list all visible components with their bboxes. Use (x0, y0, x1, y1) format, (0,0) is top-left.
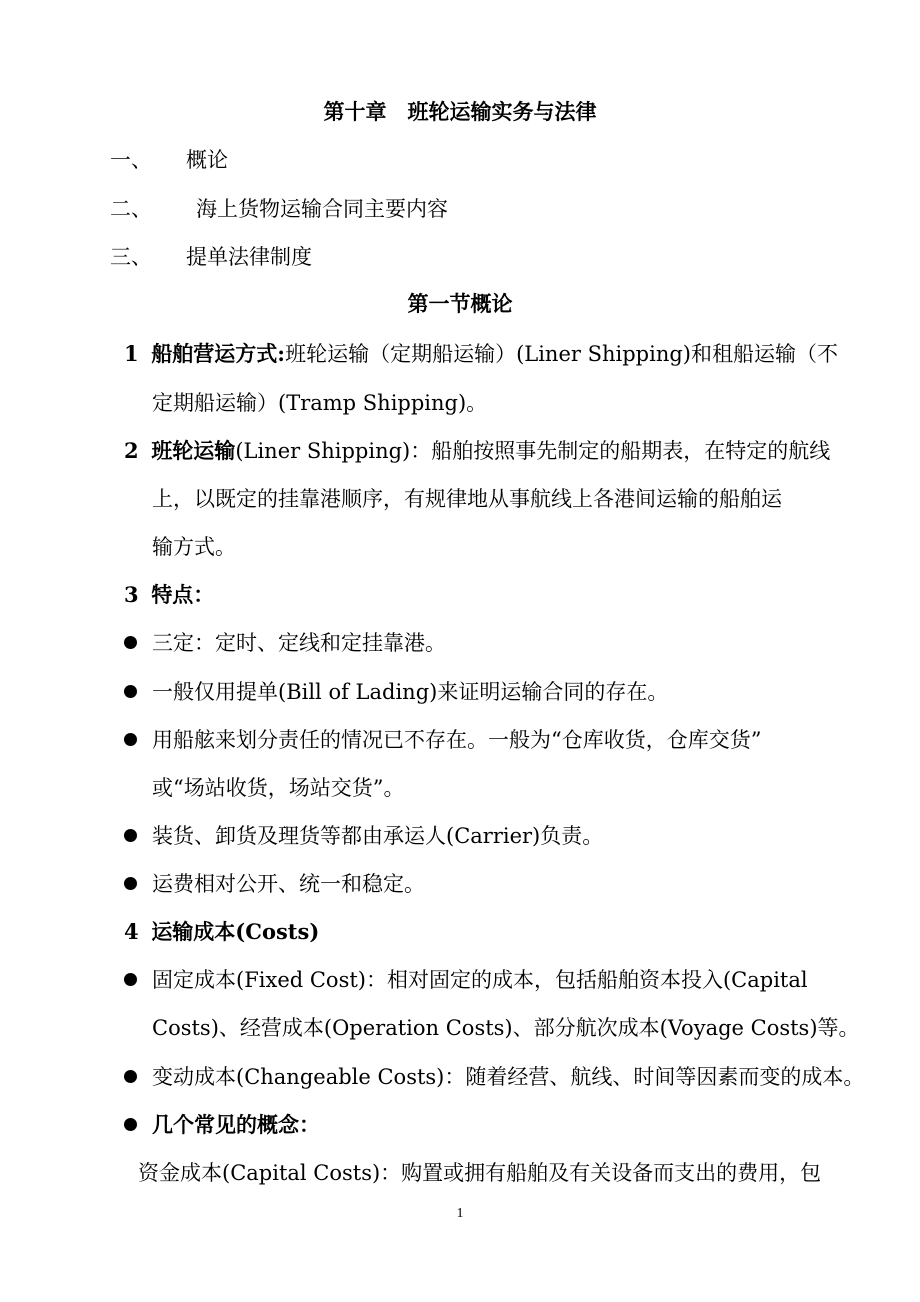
bullet-icon (124, 733, 137, 746)
feature-bullet: 一般仅用提单(Bill of Lading)来证明运输合同的存在。 (152, 680, 669, 704)
feature-bullet: 用船舷来划分责任的情况已不存在。一般为“仓库收货，仓库交货” (152, 728, 762, 752)
item-number: 1 (124, 341, 139, 366)
item-2-continuation: 输方式。 (152, 535, 236, 559)
bullet-icon (124, 1070, 137, 1083)
outline-number: 三、 (110, 245, 152, 269)
item-4 (124, 918, 319, 946)
bullet-icon (124, 973, 137, 986)
page-number: 1 (456, 1206, 464, 1221)
item-label: 班轮运输 (151, 438, 236, 463)
bullet-icon (124, 877, 137, 890)
cost-bullet: 变动成本(Changeable Costs)：随着经营、航线、时间等因素而变的成本。 (152, 1065, 865, 1089)
item-2 (124, 437, 830, 465)
item-3 (124, 581, 214, 609)
capital-costs-paragraph: 资金成本(Capital Costs)：购置或拥有船舶及有关设备而支出的费用，包 (138, 1161, 822, 1185)
outline-text: 海上货物运输合同主要内容 (196, 197, 448, 221)
outline-item-3 (110, 243, 312, 271)
item-text: 班轮运输（定期船运输）(Liner Shipping)和租船运输（不 (285, 342, 838, 366)
bullet-icon (124, 1118, 137, 1131)
item-number: 2 (124, 438, 139, 463)
feature-bullet-continuation: 或“场站收货，场站交货”。 (152, 776, 405, 800)
outline-number: 一、 (110, 148, 152, 172)
chapter-title: 第十章 班轮运输实务与法律 (323, 99, 597, 124)
bullet-icon (124, 636, 137, 649)
item-label: 特点： (151, 582, 215, 607)
bullet-icon (124, 829, 137, 842)
outline-item-2 (110, 195, 448, 223)
concepts-heading: 几个常见的概念： (152, 1112, 320, 1137)
feature-bullet: 三定：定时、定线和定挂靠港。 (152, 631, 446, 655)
item-number: 4 (124, 919, 139, 944)
feature-bullet: 运费相对公开、统一和稳定。 (152, 872, 425, 896)
bullet-icon (124, 685, 137, 698)
item-2-continuation: 上，以既定的挂靠港顺序，有规律地从事航线上各港间运输的船舶运 (152, 487, 782, 511)
section-title: 第一节概论 (407, 291, 513, 316)
outline-item-1 (110, 146, 228, 174)
cost-bullet: 固定成本(Fixed Cost)：相对固定的成本，包括船舶资本投入(Capital (152, 968, 808, 992)
item-label: 运输成本(Costs) (151, 919, 320, 944)
item-1 (124, 340, 838, 368)
item-text: (Liner Shipping)：船舶按照事先制定的船期表，在特定的航线 (235, 439, 831, 463)
outline-text: 提单法律制度 (186, 245, 312, 269)
outline-number: 二、 (110, 197, 152, 221)
item-number: 3 (124, 582, 139, 607)
item-label: 船舶营运方式: (151, 341, 286, 366)
item-1-continuation: 定期船运输）(Tramp Shipping)。 (152, 391, 488, 415)
outline-text: 概论 (186, 148, 228, 172)
cost-bullet-continuation: Costs)、经营成本(Operation Costs)、部分航次成本(Voyage Costs)等。 (152, 1016, 860, 1040)
feature-bullet: 装货、卸货及理货等都由承运人(Carrier)负责。 (152, 824, 604, 848)
